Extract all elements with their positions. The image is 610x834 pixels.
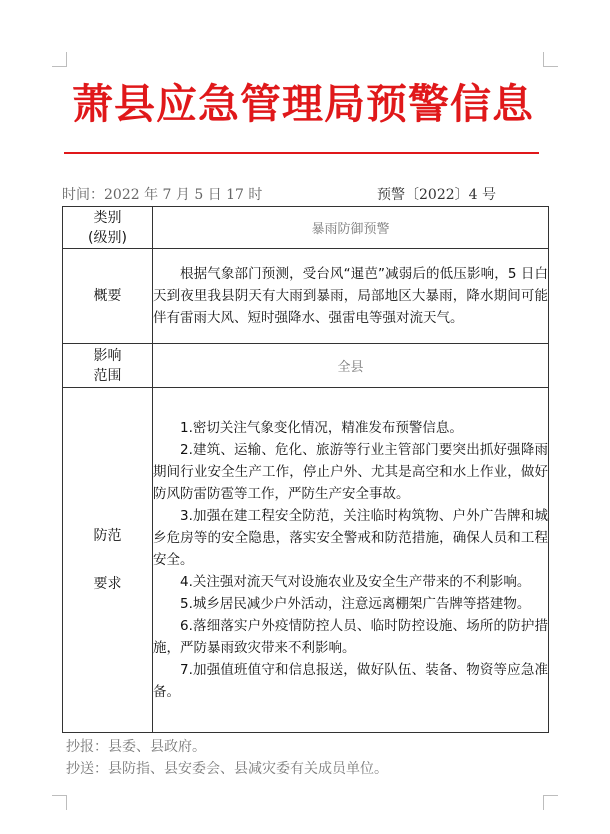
scope-label-line2: 范围	[93, 367, 122, 384]
category-label	[63, 207, 153, 249]
category-value: 暴雨防御预警	[153, 207, 549, 249]
issue-time	[62, 184, 262, 204]
row-overview	[63, 249, 549, 344]
requirement-item: 6.落细落实户外疫情防控人员、临时防控设施、场所的防护措施，严防暴雨致灾带来不利影响。	[153, 618, 548, 656]
requirement-item: 4.关注强对流天气对设施农业及安全生产带来的不利影响。	[180, 574, 531, 590]
overview-label: 概要	[63, 249, 153, 344]
requirement-item: 7.加强值班值守和信息报送，做好队伍、装备、物资等应急准备。	[153, 662, 548, 700]
report-to-line: 抄报：县委、县政府。	[66, 739, 206, 755]
requirement-item: 1.密切关注气象变化情况，精准发布预警信息。	[180, 420, 463, 436]
issue-time-value: 2022 年 7 月 5 日 17 时	[104, 187, 263, 203]
warning-info-table	[62, 206, 549, 733]
row-requirements	[63, 388, 549, 733]
requirement-item: 5.城乡居民减少户外活动，注意远离棚架广告牌等搭建物。	[180, 596, 531, 612]
requirements-cell	[153, 388, 549, 733]
crop-mark-top-left	[52, 52, 67, 67]
title-red-rule	[64, 152, 539, 154]
requirements-label	[63, 388, 153, 733]
row-category	[63, 207, 549, 249]
copy-to-line: 抄送：县防指、县安委会、县减灾委有关成员单位。	[66, 761, 388, 777]
crop-mark-bottom-left	[52, 795, 67, 810]
category-label-line1: 类别	[93, 209, 122, 226]
issue-time-label: 时间：	[62, 187, 104, 203]
row-scope	[63, 344, 549, 388]
requirement-item: 3.加强在建工程安全防范，关注临时构筑物、户外广告牌和城乡危房等的安全隐患，落实安全警戒和防范措施，确保人员和工程安全。	[153, 508, 548, 568]
category-label-line2: (级别)	[88, 229, 127, 246]
requirements-label-line1: 防范	[93, 528, 122, 544]
requirements-label-line2: 要求	[93, 576, 122, 592]
overview-cell	[153, 249, 549, 344]
scope-value: 全县	[153, 344, 549, 388]
document-number: 预警〔2022〕4 号	[377, 187, 496, 203]
overview-text: 根据气象部门预测，受台风“暹芭”减弱后的低压影响，5 日白天到夜里我县阴天有大雨到暴雨，局部地区大暴雨，降水期间可能伴有雷雨大风、短时强降水、强雷电等强对流天气。	[153, 266, 548, 326]
document-title: 萧县应急管理局预警信息	[72, 80, 534, 128]
scope-label	[63, 344, 153, 388]
crop-mark-bottom-right	[543, 795, 558, 810]
scope-label-line1: 影响	[93, 347, 122, 364]
requirement-item: 2.建筑、运输、危化、旅游等行业主管部门要突出抓好强降雨期间行业安全生产工作，停止户外、尤其是高空和水上作业，做好防风防雷防雹等工作，严防生产安全事故。	[153, 442, 548, 502]
crop-mark-top-right	[543, 52, 558, 67]
